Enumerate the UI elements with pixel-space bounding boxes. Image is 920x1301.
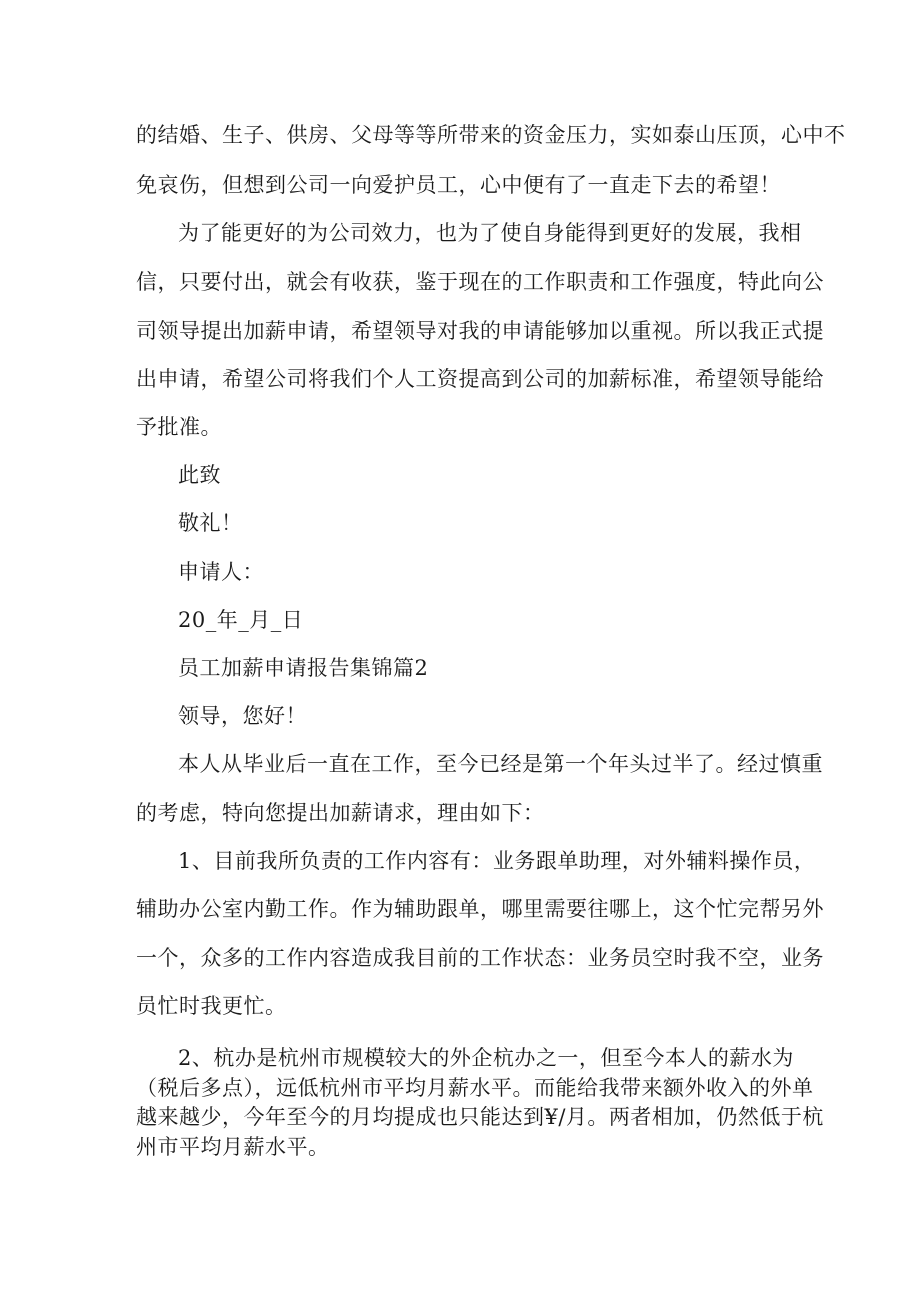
text-line: 信，只要付出，就会有收获，鉴于现在的工作职责和工作强度，特此向公 — [136, 270, 824, 294]
text-line: （税后多点），远低杭州市平均月薪水平。而能给我带来额外收入的外单 — [136, 1076, 814, 1100]
text-line: 司领导提出加薪申请，希望领导对我的申请能够加以重视。所以我正式提 — [136, 319, 824, 343]
text-line: 越来越少，今年至今的月均提成也只能达到¥/月。两者相加，仍然低于杭 — [136, 1105, 824, 1129]
date-text: 20_年_月_日 — [178, 608, 304, 632]
text-line: 员忙时我更忙。 — [136, 994, 287, 1018]
closing-line: 敬礼！ — [178, 511, 243, 535]
text-line: 一个，众多的工作内容造成我目前的工作状态：业务员空时我不空，业务 — [136, 946, 824, 970]
text-line: 州市平均月薪水平。 — [136, 1135, 330, 1159]
text-line: 予批准。 — [136, 415, 222, 439]
closing-line: 此致 — [178, 463, 221, 487]
text-line: 1、目前我所负责的工作内容有：业务跟单助理，对外辅料操作员， — [178, 849, 816, 873]
text-line: 本人从毕业后一直在工作，至今已经是第一个年头过半了。经过慎重 — [178, 752, 823, 776]
greeting-text: 领导，您好！ — [178, 704, 307, 728]
text-line: 辅助办公室内勤工作。作为辅助跟单，哪里需要往哪上，这个忙完帮另外 — [136, 897, 824, 921]
text-line: 出申请，希望公司将我们个人工资提高到公司的加薪标准，希望领导能给 — [136, 367, 824, 391]
text-line: 的考虑，特向您提出加薪请求，理由如下： — [136, 801, 545, 825]
text-line: 的结婚、生子、供房、父母等等所带来的资金压力，实如泰山压顶，心中不 — [136, 123, 846, 147]
text-line: 为了能更好的为公司效力，也为了使自身能得到更好的发展，我相 — [178, 221, 802, 245]
text-line: 免哀伤，但想到公司一向爱护员工，心中便有了一直走下去的希望！ — [136, 173, 781, 197]
text-line: 2、杭办是杭州市规模较大的外企杭办之一，但至今本人的薪水为 — [178, 1046, 794, 1070]
applicant-label: 申请人： — [178, 560, 264, 584]
section-title: 员工加薪申请报告集锦篇2 — [178, 656, 429, 680]
